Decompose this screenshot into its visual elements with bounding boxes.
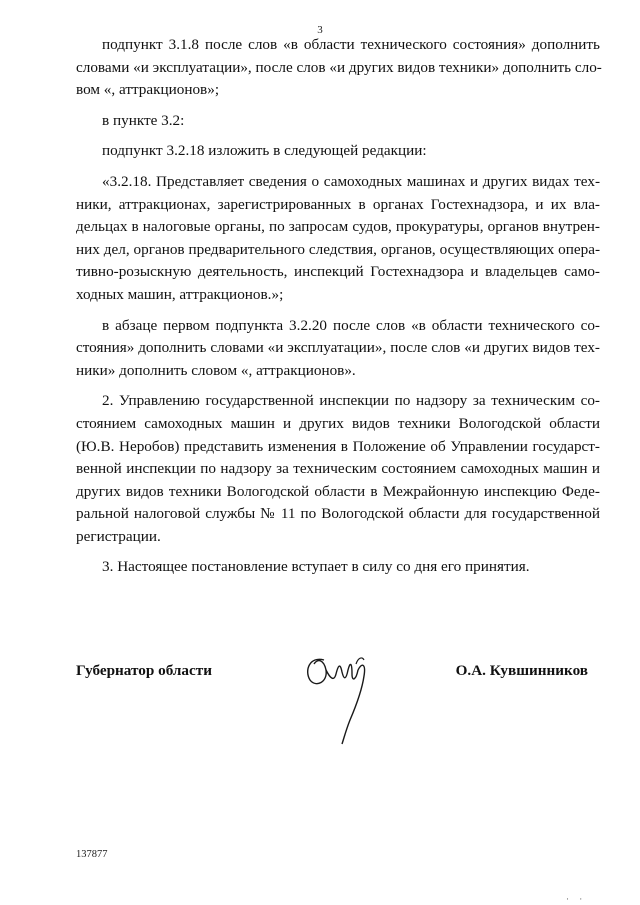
text-line: в пункте 3.2: (102, 111, 185, 129)
text-line: 3. Настоящее постановление вступает в силу со дня его принятия. (102, 558, 530, 576)
text-line: стоянием самоходных машин и других видов техники Вологодской области (76, 414, 600, 432)
document-body (76, 34, 600, 579)
handwritten-signature (296, 640, 386, 750)
text-line: стояния» дополнить словами «и эксплуатации», после слов «и других видов тех- (76, 339, 600, 357)
text-line: словами «и эксплуатации», после слов «и других видов техники» дополнить сло- (76, 58, 602, 76)
text-line: (Ю.В. Неробов) представить изменения в Положение об Управлении государст- (76, 437, 600, 455)
text-line: ники, аттракционах, зарегистрированных в органах Гостехнадзора, и их вла- (76, 195, 600, 213)
text-line: «3.2.18. Представляет сведения о самоходных машинах и других видах тех- (102, 172, 600, 190)
page-number: 3 (317, 24, 323, 36)
text-line: ники» дополнить словом «, аттракционов». (76, 361, 356, 379)
text-line: венной инспекции по надзору за техническим состоянием самоходных машин и (76, 460, 600, 478)
text-line: тивно-розыскную деятельность, инспекций Гостехнадзора и владельцев само- (76, 263, 600, 281)
text-line: других видов техники Вологодской области в Межрайонную инспекцию Феде- (76, 482, 600, 500)
signatory-name: О.А. Кувшинников (455, 662, 588, 679)
text-line: в абзаце первом подпункта 3.2.20 после слов «в области технического со- (102, 316, 600, 334)
text-line: ральной налоговой службы № 11 по Вологодской области для государственной (76, 505, 600, 523)
text-line: 2. Управлению государственной инспекции по надзору за техническим со- (102, 392, 600, 410)
text-line: подпункт 3.1.8 после слов «в области технического состояния» дополнить (102, 36, 600, 53)
scan-marks: · · (566, 894, 587, 904)
text-line: подпункт 3.2.18 изложить в следующей редакции: (102, 142, 427, 160)
signatory-title: Губернатор области (76, 662, 212, 679)
text-line: них дел, органов предварительного следствия, органов, осуществляющих опера- (76, 240, 600, 258)
text-line: ходных машин, аттракционов.»; (76, 285, 284, 303)
text-line: дельцах в налоговые органы, по запросам судов, прокуратуры, органов внутрен- (76, 218, 600, 236)
text-line: вом «, аттракционов»; (76, 81, 220, 99)
document-code: 137877 (76, 849, 108, 860)
text-line: регистрации. (76, 527, 161, 545)
